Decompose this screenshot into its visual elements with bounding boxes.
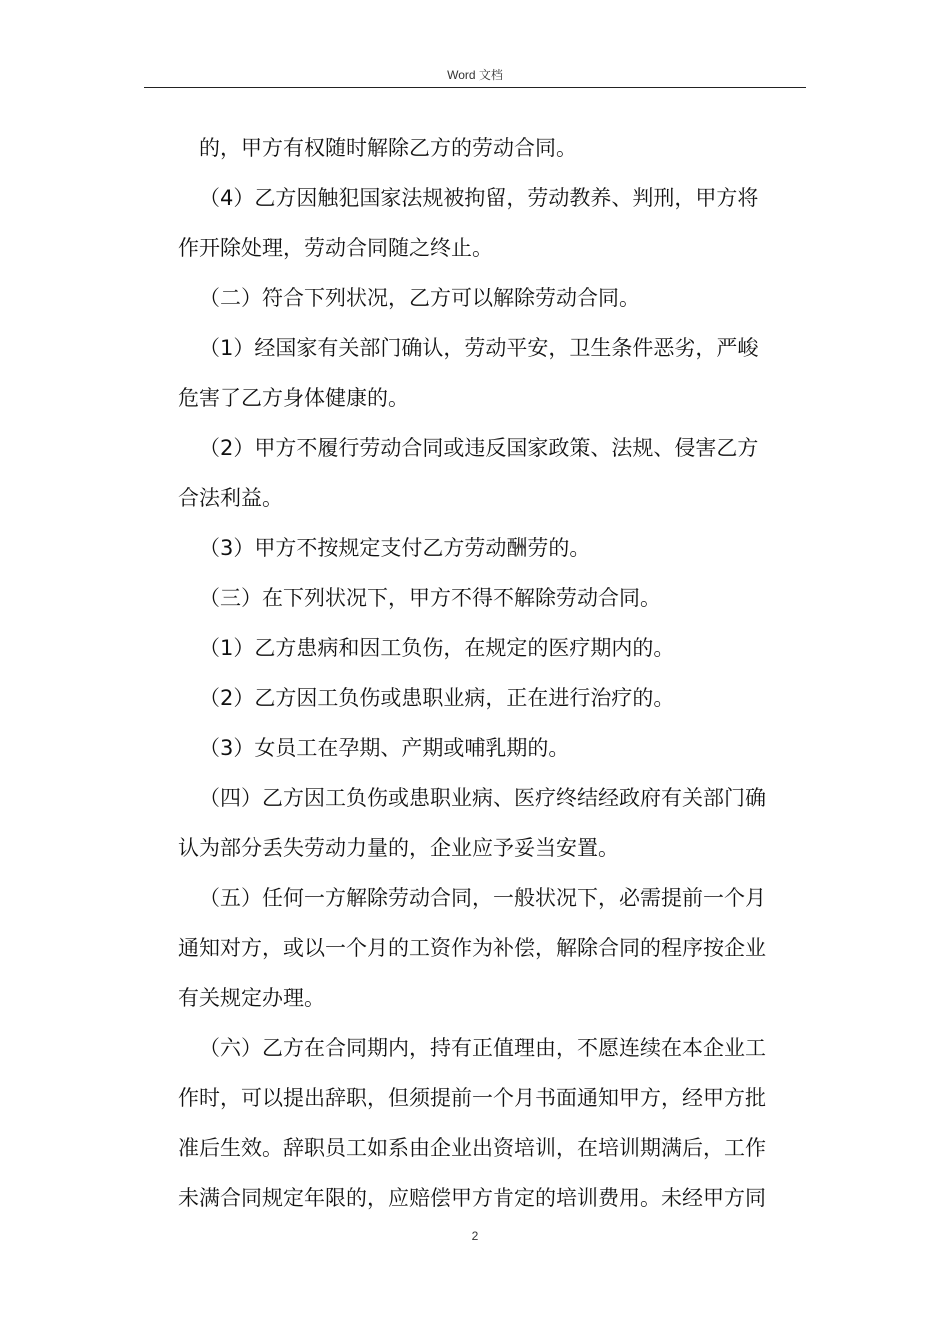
paragraph-line: （四）乙方因工负伤或患职业病、医疗终结经政府有关部门确 [199,786,766,810]
paragraph-line: 未满合同规定年限的，应赔偿甲方肯定的培训费用。未经甲方同 [178,1186,766,1210]
paragraph-line: 危害了乙方身体健康的。 [178,386,409,410]
paragraph-line: 准后生效。辞职员工如系由企业出资培训，在培训期满后，工作 [178,1136,766,1160]
paragraph-line: （3）甲方不按规定支付乙方劳动酬劳的。 [199,536,591,560]
paragraph-line: （3）女员工在孕期、产期或哺乳期的。 [199,736,570,760]
page-header: Word 文档 [447,68,503,82]
paragraph-line: （4）乙方因触犯国家法规被拘留，劳动教养、判刑，甲方将 [199,186,759,210]
paragraph-line: （1）经国家有关部门确认，劳动平安，卫生条件恶劣，严峻 [199,336,759,360]
paragraph-line: （2）甲方不履行劳动合同或违反国家政策、法规、侵害乙方 [199,436,759,460]
header-divider [144,87,806,88]
paragraph-line: （三）在下列状况下，甲方不得不解除劳动合同。 [199,586,661,610]
paragraph-line: （六）乙方在合同期内，持有正值理由，不愿连续在本企业工 [199,1036,766,1060]
paragraph-line: 通知对方，或以一个月的工资作为补偿，解除合同的程序按企业 [178,936,766,960]
paragraph-line: （二）符合下列状况，乙方可以解除劳动合同。 [199,286,640,310]
document-body [178,128,808,1228]
paragraph-line: 认为部分丢失劳动力量的，企业应予妥当安置。 [178,836,619,860]
paragraph-line: （五）任何一方解除劳动合同，一般状况下，必需提前一个月 [199,886,766,910]
paragraph-line: 的，甲方有权随时解除乙方的劳动合同。 [199,136,577,160]
paragraph-line: 有关规定办理。 [178,986,325,1010]
paragraph-line: （2）乙方因工负伤或患职业病，正在进行治疗的。 [199,686,675,710]
paragraph-line: 作时，可以提出辞职，但须提前一个月书面通知甲方，经甲方批 [178,1086,766,1110]
paragraph-line: （1）乙方患病和因工负伤，在规定的医疗期内的。 [199,636,675,660]
page-number: 2 [471,1229,479,1243]
paragraph-line: 合法利益。 [178,486,283,510]
paragraph-line: 作开除处理，劳动合同随之终止。 [178,236,493,260]
